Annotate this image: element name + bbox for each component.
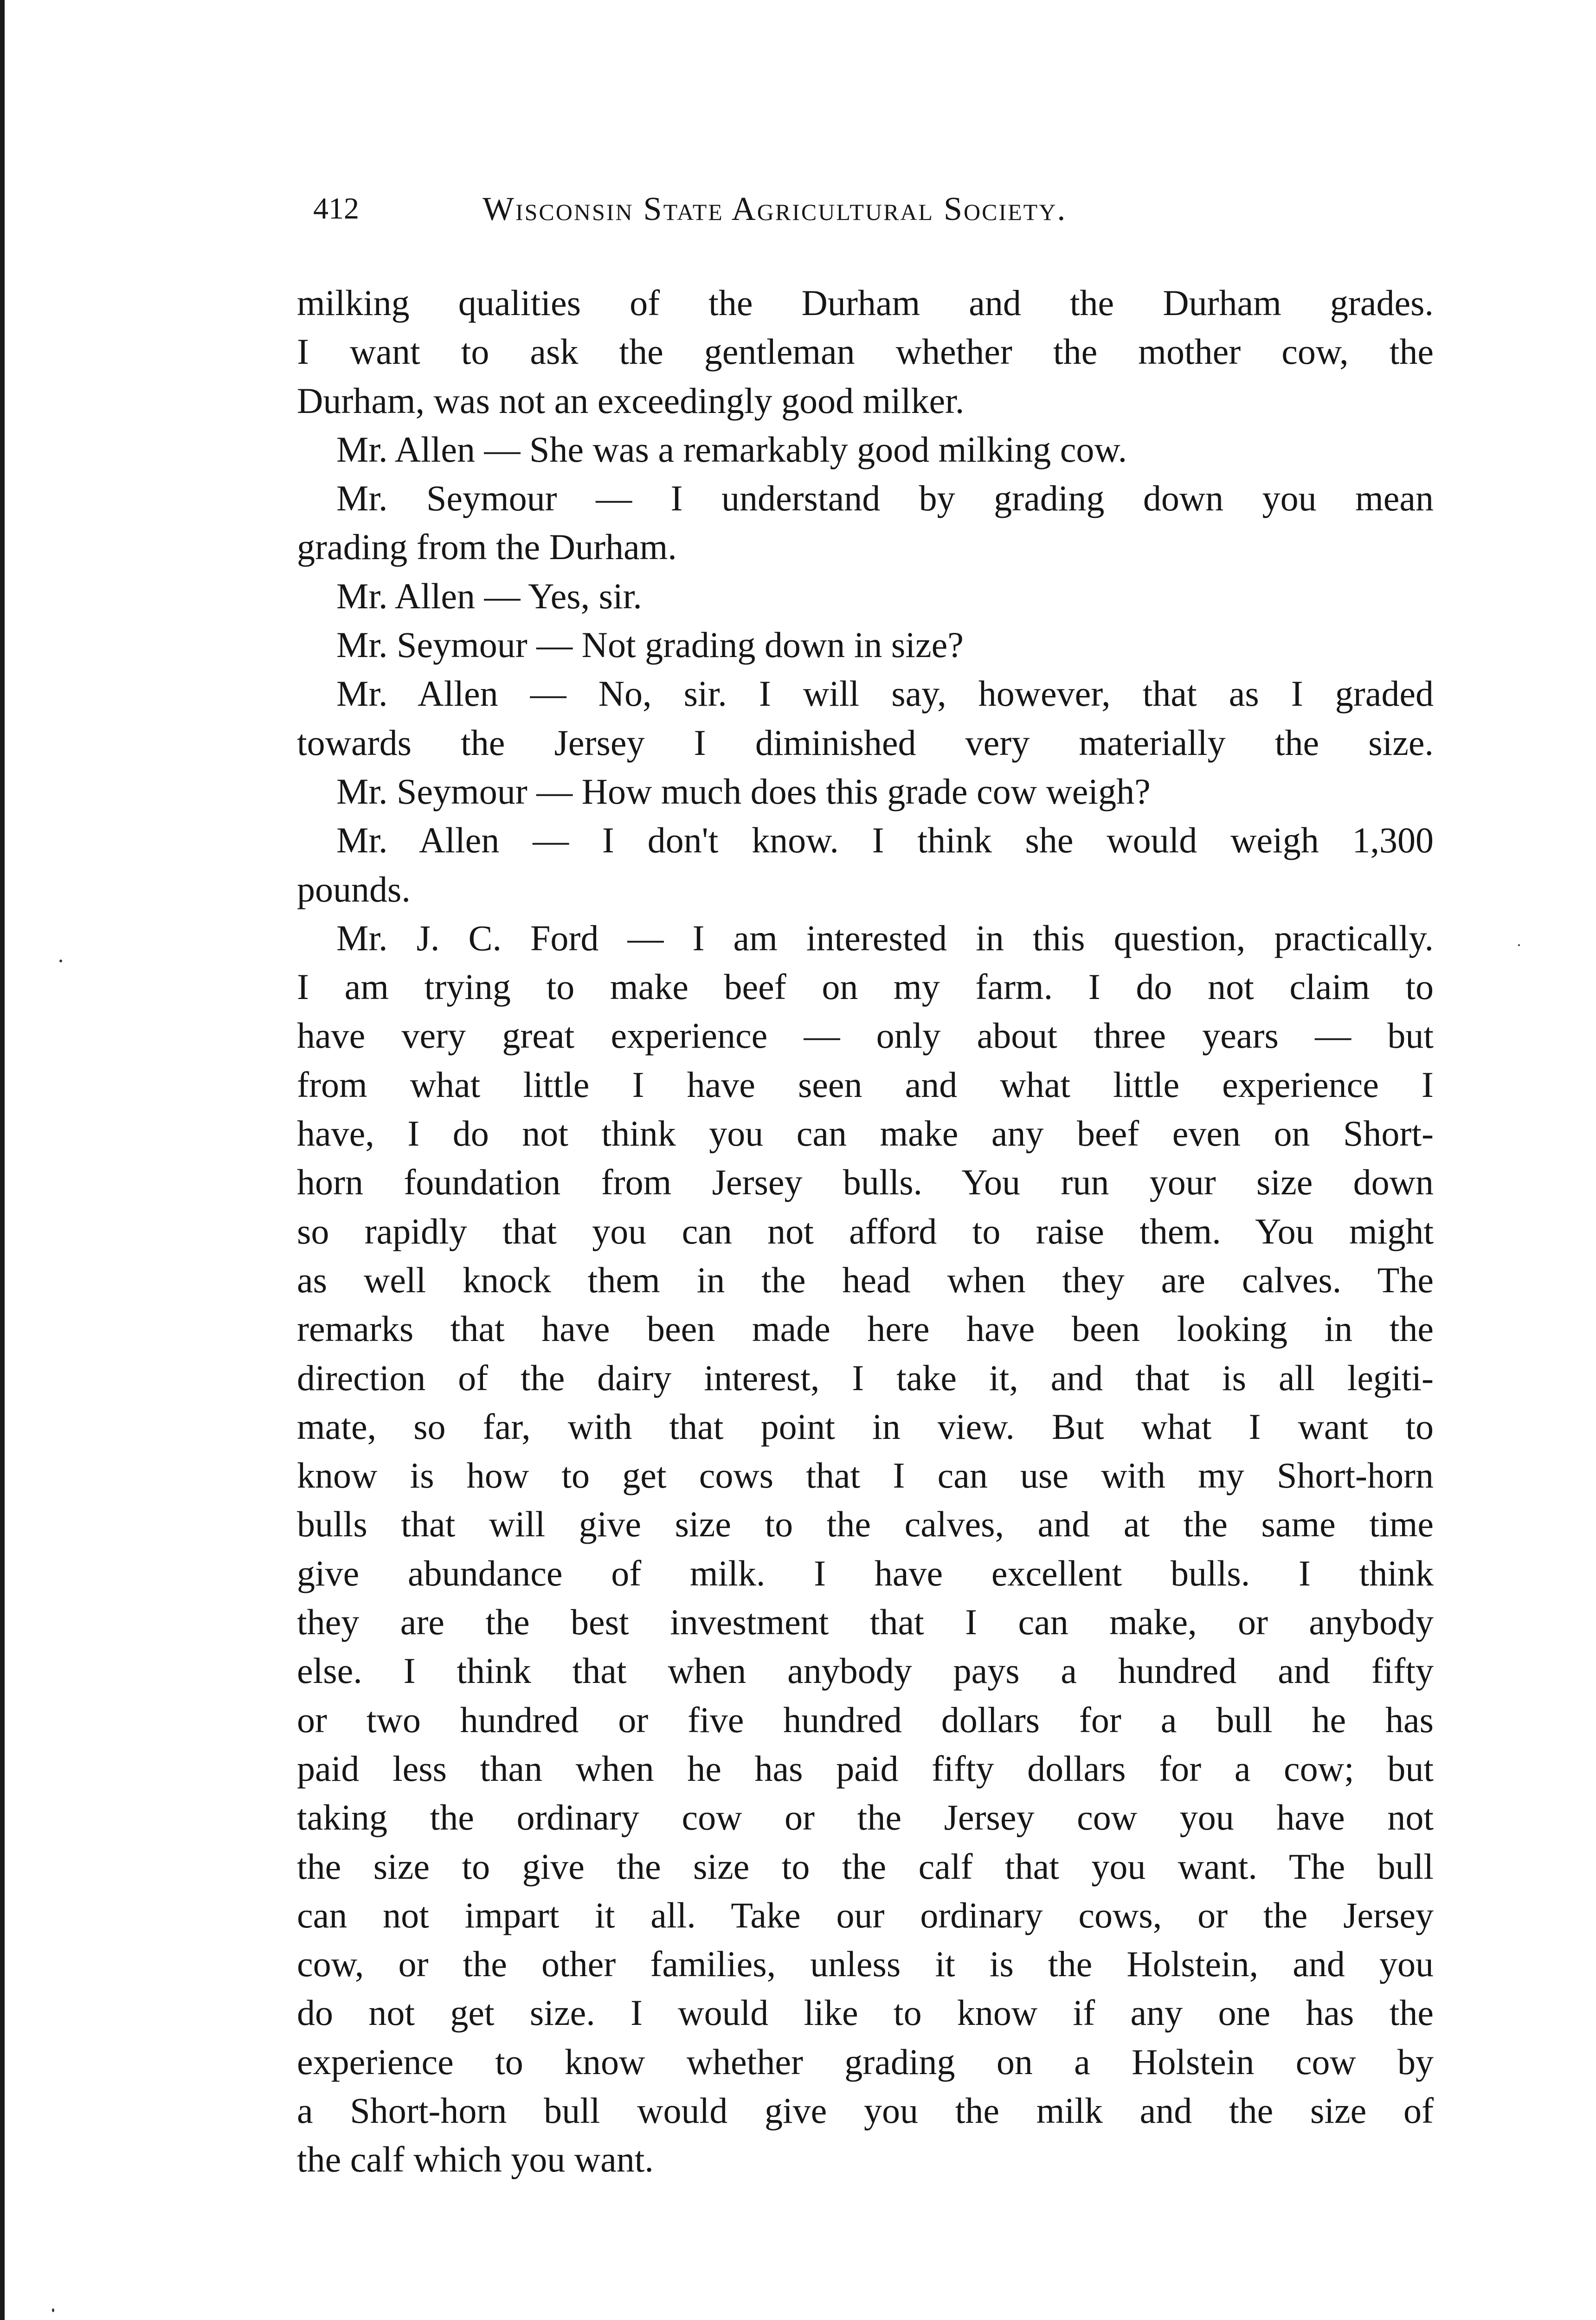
text-line: taking the ordinary cow or the Jersey cow you have not	[297, 1797, 1434, 1838]
text-line: experience to know whether grading on a Holstein cow by	[297, 2041, 1434, 2082]
text-line: give abundance of milk. I have excellent bulls. I think	[297, 1553, 1434, 1593]
text-line: can not impart it all. Take our ordinary cows, or the Jersey	[297, 1895, 1434, 1935]
text-line: or two hundred or five hundred dollars for a bull he has	[297, 1699, 1434, 1740]
text-line: have very great experience — only about three years — but	[297, 1015, 1434, 1056]
scan-speck	[59, 960, 62, 962]
text-line: Mr. J. C. Ford — I am interested in this question, practically.	[336, 917, 1434, 958]
scan-edge-left	[0, 0, 5, 2320]
running-title: Wisconsin State Agricultural Society.	[483, 190, 1067, 227]
text-line: as well knock them in the head when they are calves. The	[297, 1259, 1434, 1300]
text-line: mate, so far, with that point in view. But what I want to	[297, 1406, 1434, 1447]
body-text	[297, 278, 1434, 2184]
text-line: milking qualities of the Durham and the Durham grades.	[297, 283, 1434, 323]
text-line: they are the best investment that I can make, or anybody	[297, 1602, 1434, 1643]
text-line: have, I do not think you can make any beef even on Short-	[297, 1113, 1434, 1154]
text-line: so rapidly that you can not afford to raise them. You might	[297, 1211, 1434, 1251]
page-header	[313, 186, 1297, 232]
text-line: paid less than when he has paid fifty dollars for a cow; but	[297, 1748, 1434, 1789]
text-line: I am trying to make beef on my farm. I do not claim to	[297, 967, 1434, 1007]
text-line: Mr. Allen — Yes, sir.	[336, 575, 642, 616]
text-line: the calf which you want.	[297, 2139, 654, 2180]
text-line: grading from the Durham.	[297, 527, 677, 567]
text-line: the size to give the size to the calf that you want. The bull	[297, 1846, 1434, 1887]
text-line: do not get size. I would like to know if any one has the	[297, 1992, 1434, 2033]
text-line: towards the Jersey I diminished very materially the size.	[297, 722, 1434, 763]
scan-speck	[52, 2308, 54, 2312]
text-line: bulls that will give size to the calves, and at the same time	[297, 1504, 1434, 1545]
text-line: Durham, was not an exceedingly good milker.	[297, 380, 965, 421]
text-line: pounds.	[297, 869, 411, 909]
text-line: know is how to get cows that I can use with my Short-horn	[297, 1455, 1434, 1496]
text-line: Mr. Allen — She was a remarkably good milking cow.	[336, 429, 1127, 470]
text-line: Mr. Seymour — How much does this grade cow weigh?	[336, 771, 1151, 812]
text-line: I want to ask the gentleman whether the mother cow, the	[297, 331, 1434, 372]
text-line: from what little I have seen and what little experience I	[297, 1064, 1434, 1105]
scan-speck	[1518, 944, 1520, 946]
page-number: 412	[313, 192, 359, 226]
text-line: cow, or the other families, unless it is the Holstein, and you	[297, 1944, 1434, 1985]
text-line: a Short-horn bull would give you the milk and the size of	[297, 2090, 1434, 2131]
text-line: horn foundation from Jersey bulls. You run your size down	[297, 1162, 1434, 1203]
text-line: else. I think that when anybody pays a hundred and fifty	[297, 1650, 1434, 1691]
text-line: direction of the dairy interest, I take it, and that is all legiti-	[297, 1357, 1434, 1398]
text-line: Mr. Seymour — Not grading down in size?	[336, 625, 964, 665]
text-line: Mr. Allen — No, sir. I will say, however, that as I graded	[336, 673, 1434, 714]
text-line: Mr. Seymour — I understand by grading down you mean	[336, 478, 1434, 519]
text-line: remarks that have been made here have been looking in the	[297, 1308, 1434, 1349]
text-line: Mr. Allen — I don't know. I think she would weigh 1,300	[336, 820, 1434, 861]
